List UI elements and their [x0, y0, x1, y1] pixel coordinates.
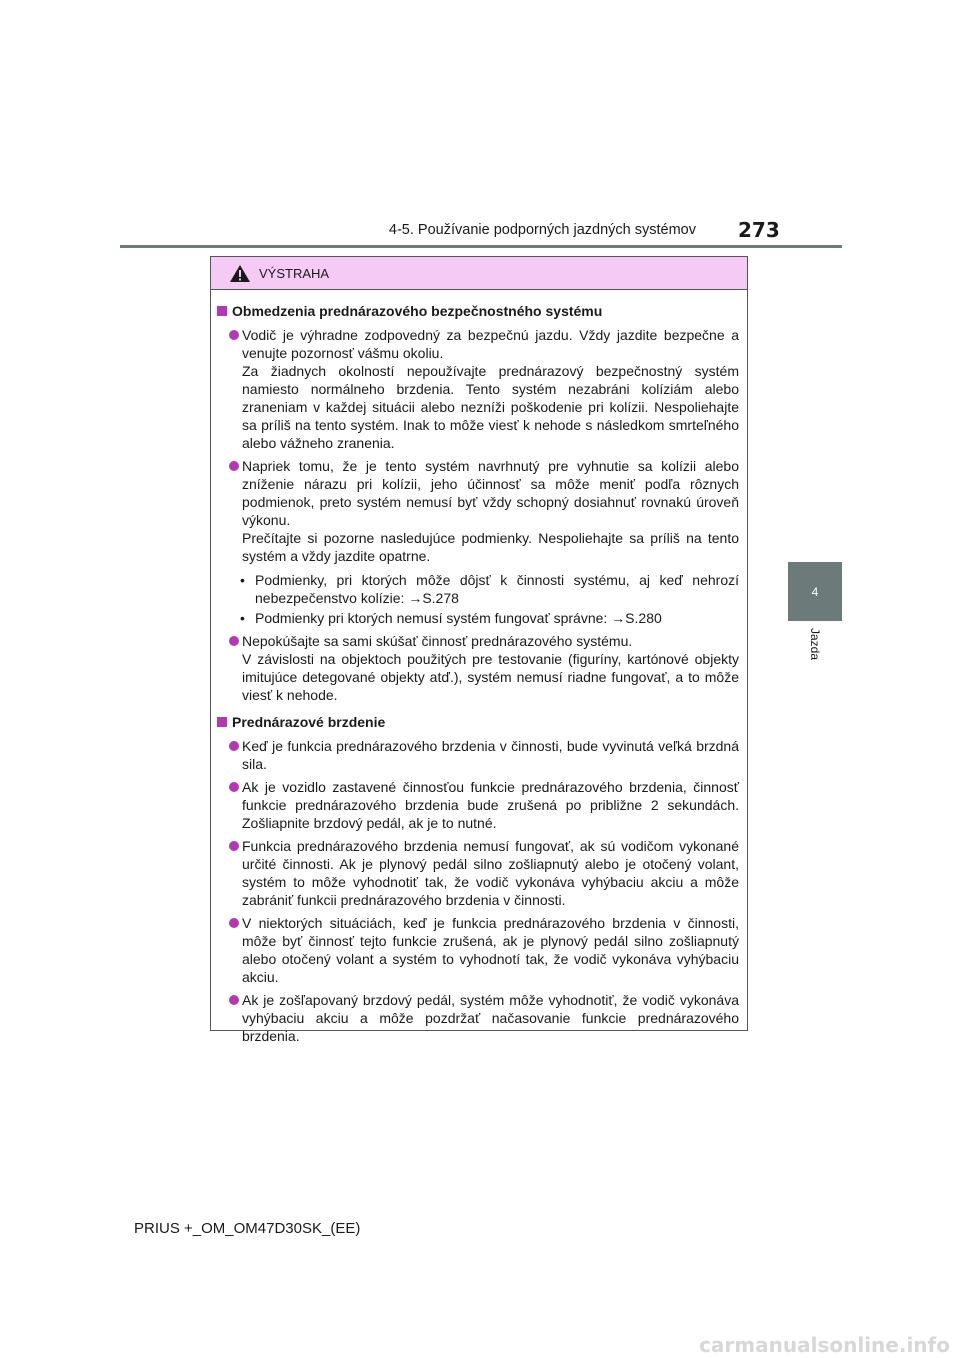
list-item [217, 778, 739, 832]
list-item [217, 914, 739, 986]
item-paragraph: Nepokúšajte sa sami skúšať činnosť prednárazového systému. [242, 633, 633, 649]
item-paragraph: V závislosti na objektoch použitých pre testovanie (figuríny, kartónové objekty imitujúce detegované objekty atď.), systém nemusí riadne fungovať, a to môže viesť k nehode. [242, 651, 739, 703]
warning-body [211, 290, 747, 1045]
chapter-label-text: Jazda [808, 628, 822, 661]
list-item [217, 457, 739, 627]
sub-list-item [217, 571, 739, 607]
section-heading [217, 713, 739, 731]
item-paragraph: Vodič je výhradne zodpovedný za bezpečnú jazdu. Vždy jazdite bezpečne a venujte pozornosť vášmu okoliu. [242, 327, 739, 361]
circle-bullet-icon [229, 330, 239, 340]
warning-triangle-icon [229, 264, 251, 283]
item-paragraph: V niektorých situáciách, keď je funkcia prednárazového brzdenia v činnosti, môže byť činnosť tejto funkcie zrušená, ak je plynový pedál silno zošliapnutý alebo otočený volant a systém to vyhodnotí tak, že vodič vykonáva vyhýbaciu akciu. [242, 915, 739, 985]
list-item [217, 837, 739, 909]
list-item [217, 991, 739, 1045]
header-rule [120, 245, 842, 248]
square-bullet-icon [217, 306, 227, 316]
sub-item-text: Podmienky, pri ktorých môže dôjsť k činnosti systému, aj keď nehrozí nebezpečenstvo kolízie: →S.278 [255, 572, 739, 606]
section-title: 4-5. Používanie podporných jazdných systémov [388, 222, 696, 238]
section-heading-text: Obmedzenia prednárazového bezpečnostného systému [232, 303, 603, 319]
watermark: carmanualsonline.info [699, 1333, 950, 1357]
small-bullet-icon: • [240, 610, 245, 626]
sub-list-item [217, 609, 739, 627]
warning-section [217, 302, 739, 704]
item-paragraph: Ak je vozidlo zastavené činnosťou funkcie prednárazového brzdenia, činnosť funkcie prednárazového brzdenia bude zrušená po približne 2 sekundách. Zošliapnite brzdový pedál, ak je to nutné. [242, 779, 739, 831]
warning-title: VÝSTRAHA [259, 265, 330, 281]
item-paragraph: Za žiadnych okolností nepoužívajte prednárazový bezpečnostný systém namiesto normálneho brzdenia. Tento systém nezabráni kolíziám alebo zraneniam v každej situácii alebo nezníži poškodenie pri kolízii. Nespoliehajte sa príliš na tento systém. Inak to môže viesť k nehode s následkom smrteľného alebo vážneho zranenia. [242, 363, 739, 451]
circle-bullet-icon [229, 782, 239, 792]
item-paragraph: Napriek tomu, že je tento systém navrhnutý pre vyhnutie sa kolízii alebo zníženie nárazu pri kolízii, jeho účinnosť sa môže meniť podľa rôznych podmienok, preto systém nemusí byť vždy schopný dosiahnuť rovnakú úroveň výkonu. [242, 458, 739, 528]
warning-section [217, 713, 739, 1045]
warning-header [211, 257, 747, 290]
list-item [217, 632, 739, 704]
item-paragraph: Prečítajte si pozorne nasledujúce podmienky. Nespoliehajte sa príliš na tento systém a vždy jazdite opatrne. [242, 530, 739, 564]
square-bullet-icon [217, 717, 227, 727]
sub-item-text: Podmienky pri ktorých nemusí systém fungovať správne: →S.280 [255, 610, 662, 626]
circle-bullet-icon [229, 636, 239, 646]
chapter-label [788, 628, 842, 668]
item-paragraph: Ak je zošľapovaný brzdový pedál, systém môže vyhodnotiť, že vodič vykonáva vyhýbaciu akciu a môže pozdržať načasovanie funkcie prednárazového brzdenia. [242, 992, 739, 1044]
chapter-tab [788, 562, 842, 621]
document-code: PRIUS +_OM_OM47D30SK_(EE) [134, 1220, 361, 1237]
circle-bullet-icon [229, 461, 239, 471]
small-bullet-icon: • [240, 572, 245, 588]
section-heading [217, 302, 739, 320]
warning-box [210, 256, 748, 1044]
section-heading-text: Prednárazové brzdenie [232, 714, 386, 730]
list-item [217, 737, 739, 773]
list-item [217, 326, 739, 452]
circle-bullet-icon [229, 918, 239, 928]
circle-bullet-icon [229, 995, 239, 1005]
item-paragraph: Keď je funkcia prednárazového brzdenia v činnosti, bude vyvinutá veľká brzdná sila. [242, 738, 739, 772]
circle-bullet-icon [229, 741, 239, 751]
circle-bullet-icon [229, 841, 239, 851]
item-paragraph: Funkcia prednárazového brzdenia nemusí fungovať, ak sú vodičom vykonané určité činnosti. Ak je plynový pedál silno zošliapnutý alebo je otočený volant, systém to môže vyhodnotiť tak, že vodič vykonáva vyhýbaciu akciu a môže zabrániť funkcii prednárazového brzdenia v činnosti. [242, 838, 739, 908]
chapter-number: 4 [811, 584, 819, 599]
page-number: 273 [738, 218, 780, 242]
